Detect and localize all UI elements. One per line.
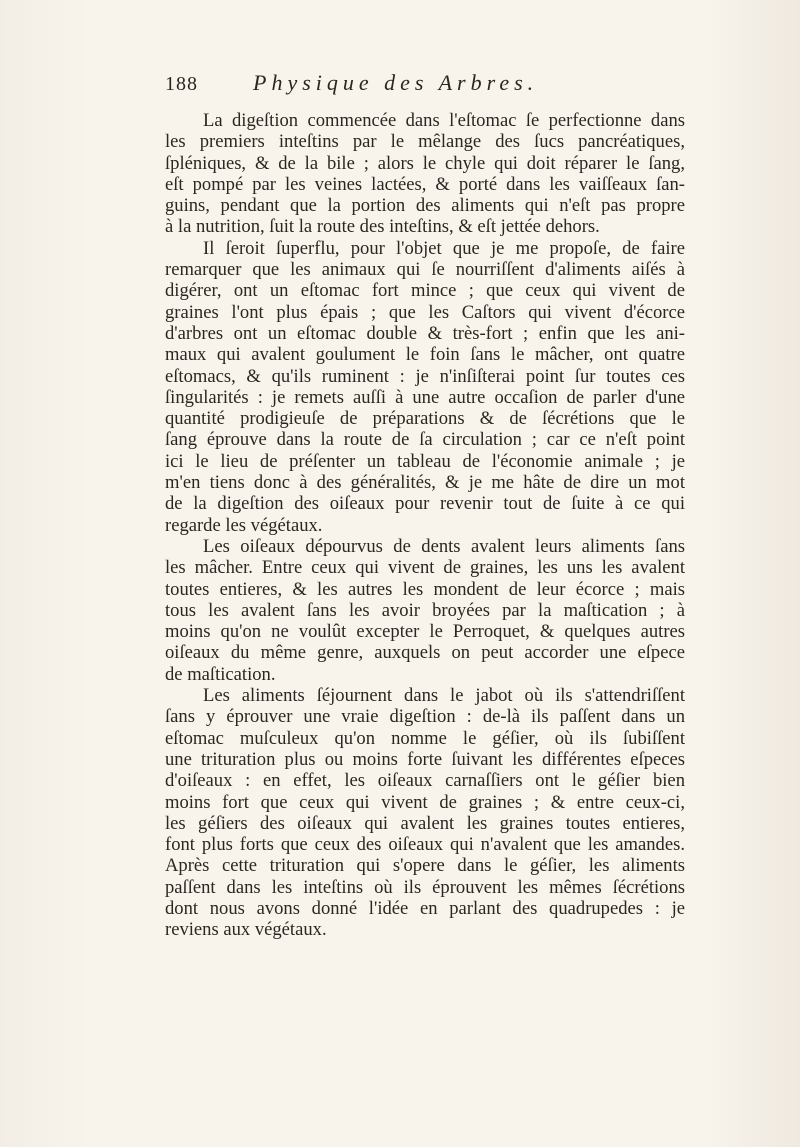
text-line: eſtomac muſculeux qu'on nomme le géſier, où ils ſubiſſent	[165, 727, 685, 749]
text-line: font plus forts que ceux des oiſeaux qui n'avalent que les amandes.	[165, 834, 685, 856]
text-line: oiſeaux du même genre, auxquels on peut accorder une eſpece	[165, 642, 685, 664]
text-line: les géſiers des oiſeaux qui avalent les graines toutes entieres,	[165, 812, 685, 834]
text-line: maux qui avalent goulument le foin ſans le mâcher, ont quatre	[165, 344, 685, 366]
text-line: ſang éprouve dans la route de ſa circulation ; car ce n'eſt point	[165, 429, 685, 451]
page-header	[165, 70, 685, 106]
text-line: Les oiſeaux dépourvus de dents avalent leurs aliments ſans	[203, 535, 685, 557]
text-line: tous les avalent ſans les avoir broyées par la maſtication ; à	[165, 599, 685, 621]
text-line: remarquer que les animaux qui ſe nourriſſent d'aliments aiſés à	[165, 259, 685, 281]
text-line: d'arbres ont un eſtomac double & très-fort ; enfin que les ani-	[165, 322, 685, 344]
text-line: regarde les végétaux.	[165, 514, 323, 536]
text-line: les premiers inteſtins par le mêlange des ſucs pancréatiques,	[165, 131, 685, 153]
text-line: La digeſtion commencée dans l'eſtomac ſe perfectionne dans	[203, 110, 685, 131]
text-line: une trituration plus ou moins forte ſuivant les différentes eſpeces	[165, 748, 685, 770]
text-line: moins qu'on ne voulût excepter le Perroquet, & quelques autres	[165, 621, 685, 643]
text-line: m'en tiens donc à des généralités, & je me hâte de dire un mot	[165, 472, 685, 494]
text-line: d'oiſeaux : en effet, les oiſeaux carnaſſiers ont le géſier bien	[165, 770, 685, 792]
text-line: les mâcher. Entre ceux qui vivent de graines, les uns les avalent	[165, 557, 685, 579]
text-line: eſt pompé par les veines lactées, & porté dans les vaiſſeaux ſan-	[165, 173, 685, 195]
text-line: Après cette trituration qui s'opere dans le géſier, les aliments	[165, 855, 685, 877]
text-line: graines l'ont plus épais ; que les Caſtors qui vivent d'écorce	[165, 301, 685, 323]
text-line: toutes entieres, & les autres les mondent de leur écorce ; mais	[165, 578, 685, 600]
text-line: ſingularités : je remets auſſi à une autre occaſion de parler d'une	[165, 386, 685, 408]
text-line: eſtomacs, & qu'ils ruminent : je n'inſiſterai point ſur toutes ces	[165, 365, 685, 387]
text-line: reviens aux végétaux.	[165, 919, 327, 941]
running-title: Physique des Arbres.	[253, 70, 539, 95]
text-line: ſpléniques, & de la bile ; alors le chyle qui doit réparer le ſang,	[165, 152, 685, 174]
page-number: 188	[165, 73, 198, 95]
text-line: Il ſeroit ſuperflu, pour l'objet que je me propoſe, de faire	[203, 237, 685, 259]
text-line: de la digeſtion des oiſeaux pour revenir tout de ſuite à ce qui	[165, 493, 685, 515]
text-line: moins fort que ceux qui vivent de graines ; & entre ceux-ci,	[165, 791, 685, 813]
text-line: ſans y éprouver une vraie digeſtion : de-là ils paſſent dans un	[165, 706, 685, 728]
body-text	[165, 110, 685, 941]
text-line: à la nutrition, ſuit la route des inteſtins, & eſt jettée dehors.	[165, 216, 600, 238]
text-line: quantité prodigieuſe de préparations & de ſécrétions que le	[165, 408, 685, 430]
text-line: Les aliments ſéjournent dans le jabot où ils s'attendriſſent	[203, 685, 685, 707]
text-line: dont nous avons donné l'idée en parlant des quadrupedes : je	[165, 897, 685, 919]
text-line: paſſent dans les inteſtins où ils éprouvent les mêmes ſécrétions	[165, 876, 685, 898]
text-line: digérer, ont un eſtomac fort mince ; que ceux qui vivent de	[165, 280, 685, 302]
text-line: guins, pendant que la portion des aliments qui n'eſt pas propre	[165, 195, 685, 217]
text-line: de maſtication.	[165, 663, 276, 685]
text-line: ici le lieu de préſenter un tableau de l'économie animale ; je	[165, 450, 685, 472]
